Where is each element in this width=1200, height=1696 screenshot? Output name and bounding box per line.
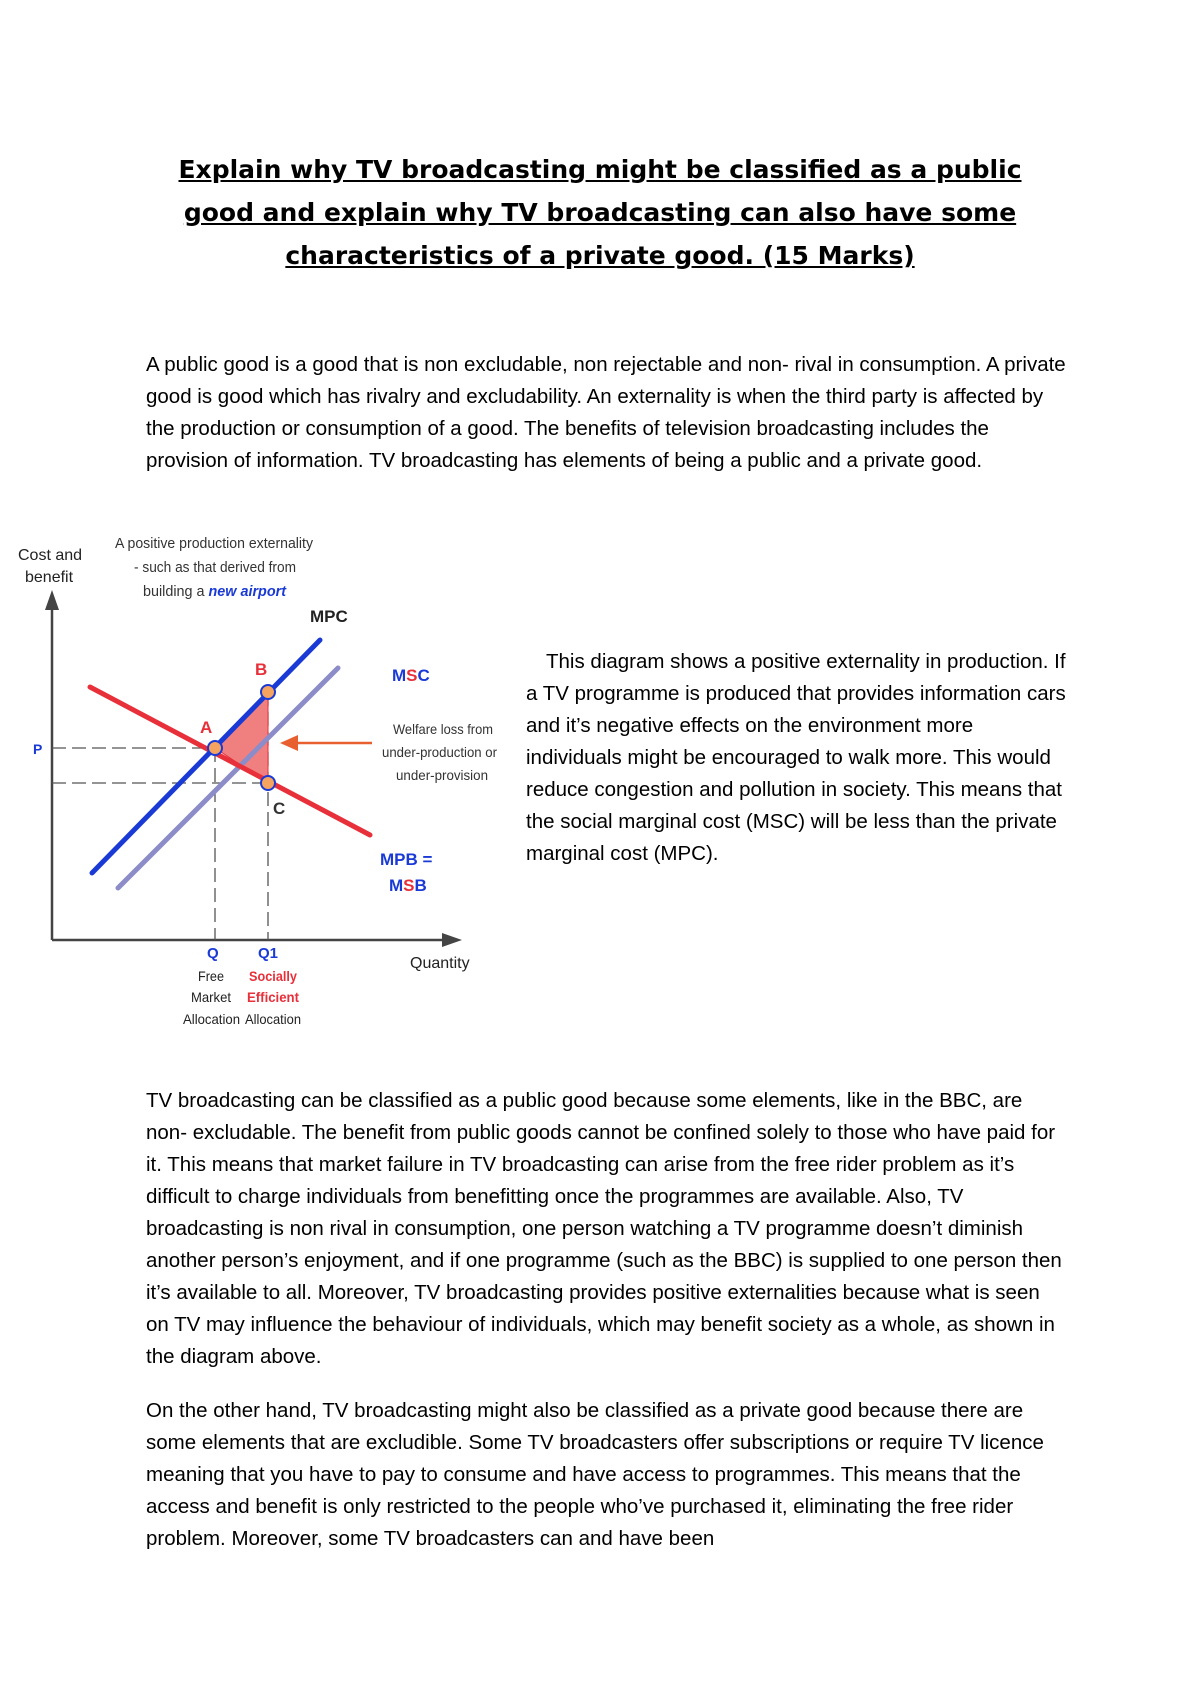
point-b-marker <box>261 685 275 699</box>
mpb-msb-curve <box>90 687 370 835</box>
page-title: Explain why TV broadcasting might be classified as a public good and explain why TV broadcasting can also have some characteristics of a private good. (15 Marks) <box>178 155 1022 270</box>
private-good-paragraph: On the other hand, TV broadcasting might also be classified as a private good because there are some elements that are excludible. Some TV broadcasters offer subscriptions or require TV licence meaning that you have to pay to consume and have access to programmes. This means that the access and benefit is only restricted to the people who’ve purchased it, eliminating the free rider problem. Moreover, some TV broadcasters can and have been <box>146 1399 1044 1550</box>
q1-desc-line3: Allocation <box>245 1011 301 1027</box>
q1-label: Q1 <box>258 945 279 962</box>
diagram-heading-line3 <box>143 583 290 600</box>
welfare-text-line1: Welfare loss from <box>393 721 493 737</box>
mpc-curve <box>92 640 320 873</box>
q1-desc-line1: Socially <box>249 968 298 984</box>
y-axis-label-line2: benefit <box>25 569 74 586</box>
q-desc-line2: Market <box>191 989 232 1005</box>
heading-prefix: building a <box>143 583 212 600</box>
welfare-arrow-head <box>280 735 298 751</box>
intro-paragraph: A public good is a good that is non excludable, non rejectable and non- rival in consumption. A private good is good which has rivalry and excludability. An externality is when the third party is affected by the production or consumption of a good. The benefits of television broadcasting includes the provision of information. TV broadcasting has elements of being a public and a private good. <box>146 353 1066 472</box>
x-axis-arrow <box>442 933 462 947</box>
heading-highlight: new airport <box>208 583 290 600</box>
q-label: Q <box>207 945 219 962</box>
q-desc-line3: Allocation <box>183 1011 240 1027</box>
point-b-label: B <box>255 660 268 679</box>
msc-curve <box>118 668 338 888</box>
mpc-label: MPC <box>310 607 348 626</box>
positive-externality-diagram <box>0 530 520 1050</box>
public-good-paragraph: TV broadcasting can be classified as a public good because some elements, like in the BBC, are non- excludable. The benefit from public goods cannot be confined solely to those who have paid for it. This means that market failure in TV broadcasting can arise from the free rider problem as it’s difficult to charge individuals from benefitting once the programmes are available. Also, TV broadcasting is non rival in consumption, one person watching a TV programme doesn’t diminish another person’s enjoyment, and if one programme (such as the BBC) is supplied to one person then it’s available to all. Moreover, TV broadcasting provides positive externalities because what is seen on TV may influence the behaviour of individuals, which may benefit society as a whole, as shown in the diagram above. <box>146 1089 1062 1368</box>
point-c-marker <box>261 776 275 790</box>
x-axis-label: Quantity <box>410 955 470 972</box>
y-axis-arrow <box>45 590 59 610</box>
y-axis-label-line1: Cost and <box>18 547 83 564</box>
welfare-text-line2: under-production or <box>382 744 498 760</box>
diagram-heading-line2: - such as that derived from <box>134 559 296 576</box>
mpb-label-line1: MPB = <box>380 850 433 869</box>
q-desc-line1: Free <box>198 968 225 984</box>
diagram-explanation-paragraph: This diagram shows a positive externality in production. If a TV programme is produced that provides information cars and it’s negative effects on the environment more individuals might be encouraged to walk more. This would reduce congestion and pollution in society. This means that the social marginal cost (MSC) will be less than the private marginal cost (MPC). <box>526 650 1066 865</box>
diagram-heading-line1: A positive production externality <box>115 535 314 552</box>
price-label: P <box>33 741 43 757</box>
point-a-label: A <box>200 718 213 737</box>
mpb-label-line2: MSB <box>389 876 427 895</box>
q1-desc-line2: Efficient <box>247 989 300 1005</box>
point-c-label: C <box>273 799 286 818</box>
msc-label: MSC <box>392 666 430 685</box>
welfare-text-line3: under-provision <box>396 767 488 783</box>
point-a-marker <box>208 741 222 755</box>
